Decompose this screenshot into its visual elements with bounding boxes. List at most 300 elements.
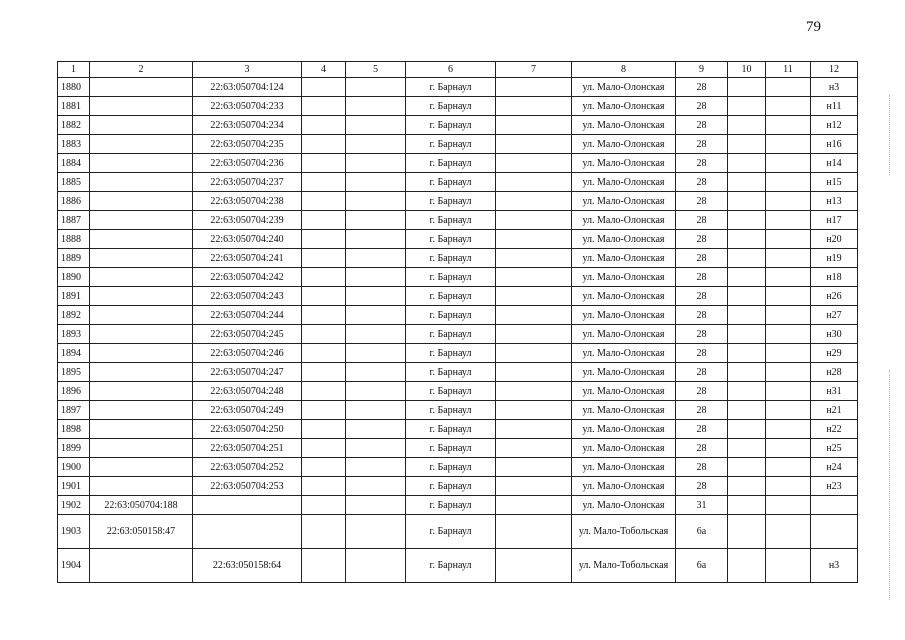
col-11-cell — [766, 154, 811, 173]
column-header: 7 — [496, 62, 572, 78]
cadastral-number-cell: 22:63:050704:239 — [193, 211, 302, 230]
settlement-cell: г. Барнаул — [406, 249, 496, 268]
point-id-cell: н3 — [811, 78, 858, 97]
col-7-cell — [496, 496, 572, 515]
scan-edge-mark — [889, 95, 891, 175]
col-10-cell — [728, 401, 766, 420]
col-4-cell — [302, 420, 346, 439]
cadastral-number-cell: 22:63:050704:242 — [193, 268, 302, 287]
house-number-cell: 28 — [676, 116, 728, 135]
settlement-cell: г. Барнаул — [406, 154, 496, 173]
house-number-cell: 28 — [676, 344, 728, 363]
col-11-cell — [766, 97, 811, 116]
cadastral-number-old-cell — [90, 97, 193, 116]
street-cell: ул. Мало-Олонская — [572, 78, 676, 97]
house-number-cell: 6а — [676, 549, 728, 583]
cadastral-number-old-cell — [90, 173, 193, 192]
street-cell: ул. Мало-Олонская — [572, 116, 676, 135]
col-4-cell — [302, 268, 346, 287]
col-10-cell — [728, 154, 766, 173]
col-4-cell — [302, 477, 346, 496]
col-7-cell — [496, 477, 572, 496]
street-cell: ул. Мало-Олонская — [572, 401, 676, 420]
column-header: 11 — [766, 62, 811, 78]
table-row — [58, 78, 858, 97]
registry-table — [57, 61, 858, 583]
street-cell: ул. Мало-Олонская — [572, 496, 676, 515]
house-number-cell: 28 — [676, 192, 728, 211]
row-number-cell: 1895 — [58, 363, 90, 382]
col-4-cell — [302, 78, 346, 97]
col-11-cell — [766, 477, 811, 496]
cadastral-number-cell: 22:63:050704:240 — [193, 230, 302, 249]
cadastral-number-old-cell — [90, 458, 193, 477]
house-number-cell: 28 — [676, 135, 728, 154]
col-11-cell — [766, 173, 811, 192]
col-5-cell — [346, 173, 406, 192]
row-number-cell: 1881 — [58, 97, 90, 116]
table-row — [58, 287, 858, 306]
col-7-cell — [496, 306, 572, 325]
house-number-cell: 28 — [676, 287, 728, 306]
row-number-cell: 1880 — [58, 78, 90, 97]
column-header: 2 — [90, 62, 193, 78]
street-cell: ул. Мало-Олонская — [572, 249, 676, 268]
settlement-cell: г. Барнаул — [406, 97, 496, 116]
cadastral-number-cell: 22:63:050704:248 — [193, 382, 302, 401]
settlement-cell: г. Барнаул — [406, 458, 496, 477]
table-row — [58, 173, 858, 192]
col-7-cell — [496, 458, 572, 477]
point-id-cell: н20 — [811, 230, 858, 249]
col-7-cell — [496, 549, 572, 583]
col-7-cell — [496, 515, 572, 549]
col-7-cell — [496, 154, 572, 173]
col-5-cell — [346, 344, 406, 363]
col-4-cell — [302, 211, 346, 230]
point-id-cell: н18 — [811, 268, 858, 287]
col-11-cell — [766, 268, 811, 287]
col-4-cell — [302, 306, 346, 325]
cadastral-number-cell: 22:63:050704:236 — [193, 154, 302, 173]
cadastral-number-cell: 22:63:050704:238 — [193, 192, 302, 211]
street-cell: ул. Мало-Олонская — [572, 420, 676, 439]
cadastral-number-old-cell — [90, 549, 193, 583]
house-number-cell: 28 — [676, 477, 728, 496]
col-10-cell — [728, 325, 766, 344]
cadastral-number-old-cell — [90, 211, 193, 230]
col-4-cell — [302, 458, 346, 477]
col-11-cell — [766, 325, 811, 344]
settlement-cell: г. Барнаул — [406, 230, 496, 249]
col-4-cell — [302, 154, 346, 173]
point-id-cell: н12 — [811, 116, 858, 135]
settlement-cell: г. Барнаул — [406, 325, 496, 344]
point-id-cell — [811, 515, 858, 549]
cadastral-number-old-cell — [90, 363, 193, 382]
street-cell: ул. Мало-Олонская — [572, 230, 676, 249]
col-11-cell — [766, 363, 811, 382]
row-number-cell: 1892 — [58, 306, 90, 325]
col-5-cell — [346, 97, 406, 116]
house-number-cell: 28 — [676, 154, 728, 173]
col-7-cell — [496, 439, 572, 458]
cadastral-number-old-cell — [90, 420, 193, 439]
column-header: 6 — [406, 62, 496, 78]
street-cell: ул. Мало-Олонская — [572, 97, 676, 116]
col-7-cell — [496, 249, 572, 268]
house-number-cell: 28 — [676, 306, 728, 325]
row-number-cell: 1890 — [58, 268, 90, 287]
row-number-cell: 1884 — [58, 154, 90, 173]
row-number-cell: 1897 — [58, 401, 90, 420]
row-number-cell: 1888 — [58, 230, 90, 249]
col-4-cell — [302, 363, 346, 382]
house-number-cell: 28 — [676, 458, 728, 477]
col-7-cell — [496, 420, 572, 439]
col-4-cell — [302, 515, 346, 549]
col-4-cell — [302, 439, 346, 458]
cadastral-number-old-cell: 22:63:050158:47 — [90, 515, 193, 549]
col-5-cell — [346, 325, 406, 344]
street-cell: ул. Мало-Тобольская — [572, 549, 676, 583]
table-row — [58, 477, 858, 496]
col-5-cell — [346, 192, 406, 211]
point-id-cell: н29 — [811, 344, 858, 363]
cadastral-number-cell: 22:63:050704:237 — [193, 173, 302, 192]
cadastral-number-old-cell — [90, 306, 193, 325]
col-5-cell — [346, 249, 406, 268]
row-number-cell: 1885 — [58, 173, 90, 192]
point-id-cell: н30 — [811, 325, 858, 344]
settlement-cell: г. Барнаул — [406, 268, 496, 287]
column-header: 3 — [193, 62, 302, 78]
col-7-cell — [496, 78, 572, 97]
row-number-cell: 1882 — [58, 116, 90, 135]
settlement-cell: г. Барнаул — [406, 192, 496, 211]
house-number-cell: 28 — [676, 363, 728, 382]
street-cell: ул. Мало-Тобольская — [572, 515, 676, 549]
point-id-cell: н13 — [811, 192, 858, 211]
col-10-cell — [728, 420, 766, 439]
cadastral-number-old-cell — [90, 344, 193, 363]
col-5-cell — [346, 420, 406, 439]
house-number-cell: 28 — [676, 439, 728, 458]
col-10-cell — [728, 173, 766, 192]
cadastral-number-cell: 22:63:050158:64 — [193, 549, 302, 583]
column-header: 10 — [728, 62, 766, 78]
col-11-cell — [766, 192, 811, 211]
col-4-cell — [302, 401, 346, 420]
col-7-cell — [496, 97, 572, 116]
point-id-cell: н22 — [811, 420, 858, 439]
col-7-cell — [496, 287, 572, 306]
point-id-cell: н17 — [811, 211, 858, 230]
point-id-cell: н19 — [811, 249, 858, 268]
settlement-cell: г. Барнаул — [406, 477, 496, 496]
col-7-cell — [496, 135, 572, 154]
col-11-cell — [766, 344, 811, 363]
settlement-cell: г. Барнаул — [406, 515, 496, 549]
col-10-cell — [728, 135, 766, 154]
col-5-cell — [346, 549, 406, 583]
cadastral-number-cell: 22:63:050704:235 — [193, 135, 302, 154]
street-cell: ул. Мало-Олонская — [572, 211, 676, 230]
col-11-cell — [766, 306, 811, 325]
col-10-cell — [728, 97, 766, 116]
cadastral-number-old-cell — [90, 135, 193, 154]
col-5-cell — [346, 363, 406, 382]
col-4-cell — [302, 116, 346, 135]
cadastral-number-old-cell — [90, 268, 193, 287]
cadastral-number-cell: 22:63:050704:124 — [193, 78, 302, 97]
point-id-cell: н24 — [811, 458, 858, 477]
settlement-cell: г. Барнаул — [406, 211, 496, 230]
house-number-cell: 28 — [676, 401, 728, 420]
cadastral-number-cell: 22:63:050704:233 — [193, 97, 302, 116]
table-row — [58, 154, 858, 173]
cadastral-number-cell — [193, 515, 302, 549]
col-11-cell — [766, 116, 811, 135]
cadastral-number-cell: 22:63:050704:251 — [193, 439, 302, 458]
col-5-cell — [346, 306, 406, 325]
col-4-cell — [302, 549, 346, 583]
col-10-cell — [728, 306, 766, 325]
street-cell: ул. Мало-Олонская — [572, 477, 676, 496]
col-11-cell — [766, 382, 811, 401]
table-row — [58, 515, 858, 549]
point-id-cell: н25 — [811, 439, 858, 458]
row-number-cell: 1883 — [58, 135, 90, 154]
col-5-cell — [346, 382, 406, 401]
col-11-cell — [766, 439, 811, 458]
col-5-cell — [346, 496, 406, 515]
col-7-cell — [496, 173, 572, 192]
col-5-cell — [346, 287, 406, 306]
col-5-cell — [346, 78, 406, 97]
table-row — [58, 97, 858, 116]
house-number-cell: 28 — [676, 268, 728, 287]
table-row — [58, 116, 858, 135]
table-row — [58, 439, 858, 458]
column-header: 8 — [572, 62, 676, 78]
col-11-cell — [766, 287, 811, 306]
settlement-cell: г. Барнаул — [406, 135, 496, 154]
table-row — [58, 325, 858, 344]
settlement-cell: г. Барнаул — [406, 549, 496, 583]
cadastral-number-old-cell — [90, 325, 193, 344]
table-row — [58, 458, 858, 477]
point-id-cell: н16 — [811, 135, 858, 154]
house-number-cell: 31 — [676, 496, 728, 515]
point-id-cell — [811, 496, 858, 515]
settlement-cell: г. Барнаул — [406, 173, 496, 192]
cadastral-number-cell: 22:63:050704:241 — [193, 249, 302, 268]
col-4-cell — [302, 325, 346, 344]
col-10-cell — [728, 287, 766, 306]
point-id-cell: н21 — [811, 401, 858, 420]
cadastral-number-old-cell — [90, 78, 193, 97]
col-7-cell — [496, 363, 572, 382]
col-7-cell — [496, 325, 572, 344]
col-5-cell — [346, 268, 406, 287]
table-row — [58, 135, 858, 154]
house-number-cell: 6а — [676, 515, 728, 549]
col-10-cell — [728, 496, 766, 515]
house-number-cell: 28 — [676, 173, 728, 192]
col-11-cell — [766, 420, 811, 439]
col-5-cell — [346, 154, 406, 173]
table-row — [58, 382, 858, 401]
table-row — [58, 549, 858, 583]
col-4-cell — [302, 382, 346, 401]
col-7-cell — [496, 382, 572, 401]
col-10-cell — [728, 78, 766, 97]
col-4-cell — [302, 192, 346, 211]
cadastral-number-old-cell — [90, 382, 193, 401]
col-10-cell — [728, 477, 766, 496]
col-4-cell — [302, 249, 346, 268]
col-7-cell — [496, 211, 572, 230]
col-7-cell — [496, 230, 572, 249]
col-5-cell — [346, 230, 406, 249]
street-cell: ул. Мало-Олонская — [572, 192, 676, 211]
col-4-cell — [302, 344, 346, 363]
col-10-cell — [728, 211, 766, 230]
cadastral-number-cell: 22:63:050704:234 — [193, 116, 302, 135]
settlement-cell: г. Барнаул — [406, 401, 496, 420]
house-number-cell: 28 — [676, 211, 728, 230]
street-cell: ул. Мало-Олонская — [572, 154, 676, 173]
street-cell: ул. Мало-Олонская — [572, 458, 676, 477]
point-id-cell: н14 — [811, 154, 858, 173]
house-number-cell: 28 — [676, 420, 728, 439]
col-10-cell — [728, 268, 766, 287]
street-cell: ул. Мало-Олонская — [572, 363, 676, 382]
col-10-cell — [728, 230, 766, 249]
row-number-cell: 1898 — [58, 420, 90, 439]
settlement-cell: г. Барнаул — [406, 344, 496, 363]
cadastral-number-old-cell — [90, 439, 193, 458]
table-row — [58, 401, 858, 420]
col-7-cell — [496, 401, 572, 420]
cadastral-number-cell: 22:63:050704:252 — [193, 458, 302, 477]
settlement-cell: г. Барнаул — [406, 116, 496, 135]
col-11-cell — [766, 230, 811, 249]
col-10-cell — [728, 515, 766, 549]
row-number-cell: 1893 — [58, 325, 90, 344]
street-cell: ул. Мало-Олонская — [572, 306, 676, 325]
table-row — [58, 230, 858, 249]
col-10-cell — [728, 363, 766, 382]
col-10-cell — [728, 549, 766, 583]
column-header: 1 — [58, 62, 90, 78]
col-4-cell — [302, 496, 346, 515]
row-number-cell: 1894 — [58, 344, 90, 363]
table-row — [58, 420, 858, 439]
street-cell: ул. Мало-Олонская — [572, 344, 676, 363]
row-number-cell: 1901 — [58, 477, 90, 496]
table-row — [58, 344, 858, 363]
cadastral-number-cell: 22:63:050704:247 — [193, 363, 302, 382]
cadastral-number-cell: 22:63:050704:246 — [193, 344, 302, 363]
row-number-cell: 1904 — [58, 549, 90, 583]
page-number: 79 — [806, 19, 821, 35]
street-cell: ул. Мало-Олонская — [572, 439, 676, 458]
col-7-cell — [496, 116, 572, 135]
point-id-cell: н3 — [811, 549, 858, 583]
point-id-cell: н23 — [811, 477, 858, 496]
col-5-cell — [346, 135, 406, 154]
col-11-cell — [766, 458, 811, 477]
col-11-cell — [766, 496, 811, 515]
col-4-cell — [302, 173, 346, 192]
table-row — [58, 268, 858, 287]
point-id-cell: н15 — [811, 173, 858, 192]
row-number-cell: 1891 — [58, 287, 90, 306]
col-10-cell — [728, 344, 766, 363]
settlement-cell: г. Барнаул — [406, 78, 496, 97]
table-row — [58, 249, 858, 268]
cadastral-number-old-cell — [90, 249, 193, 268]
col-11-cell — [766, 211, 811, 230]
scan-edge-mark — [889, 370, 891, 600]
col-5-cell — [346, 439, 406, 458]
point-id-cell: н26 — [811, 287, 858, 306]
col-5-cell — [346, 477, 406, 496]
street-cell: ул. Мало-Олонская — [572, 268, 676, 287]
cadastral-number-cell: 22:63:050704:243 — [193, 287, 302, 306]
row-number-cell: 1900 — [58, 458, 90, 477]
col-7-cell — [496, 268, 572, 287]
cadastral-number-cell: 22:63:050704:244 — [193, 306, 302, 325]
col-10-cell — [728, 458, 766, 477]
house-number-cell: 28 — [676, 382, 728, 401]
header-row — [58, 62, 858, 78]
cadastral-number-cell — [193, 496, 302, 515]
column-header: 5 — [346, 62, 406, 78]
col-7-cell — [496, 344, 572, 363]
street-cell: ул. Мало-Олонская — [572, 287, 676, 306]
col-11-cell — [766, 249, 811, 268]
cadastral-number-cell: 22:63:050704:250 — [193, 420, 302, 439]
cadastral-number-cell: 22:63:050704:249 — [193, 401, 302, 420]
column-header: 9 — [676, 62, 728, 78]
column-header: 4 — [302, 62, 346, 78]
row-number-cell: 1887 — [58, 211, 90, 230]
row-number-cell: 1886 — [58, 192, 90, 211]
settlement-cell: г. Барнаул — [406, 363, 496, 382]
cadastral-number-old-cell — [90, 116, 193, 135]
settlement-cell: г. Барнаул — [406, 306, 496, 325]
cadastral-number-old-cell — [90, 287, 193, 306]
col-10-cell — [728, 382, 766, 401]
cadastral-number-old-cell — [90, 230, 193, 249]
table-row — [58, 363, 858, 382]
col-4-cell — [302, 135, 346, 154]
table-row — [58, 496, 858, 515]
col-10-cell — [728, 116, 766, 135]
table-row — [58, 192, 858, 211]
col-7-cell — [496, 192, 572, 211]
street-cell: ул. Мало-Олонская — [572, 325, 676, 344]
col-5-cell — [346, 515, 406, 549]
col-10-cell — [728, 439, 766, 458]
house-number-cell: 28 — [676, 97, 728, 116]
col-4-cell — [302, 97, 346, 116]
house-number-cell: 28 — [676, 249, 728, 268]
settlement-cell: г. Барнаул — [406, 496, 496, 515]
